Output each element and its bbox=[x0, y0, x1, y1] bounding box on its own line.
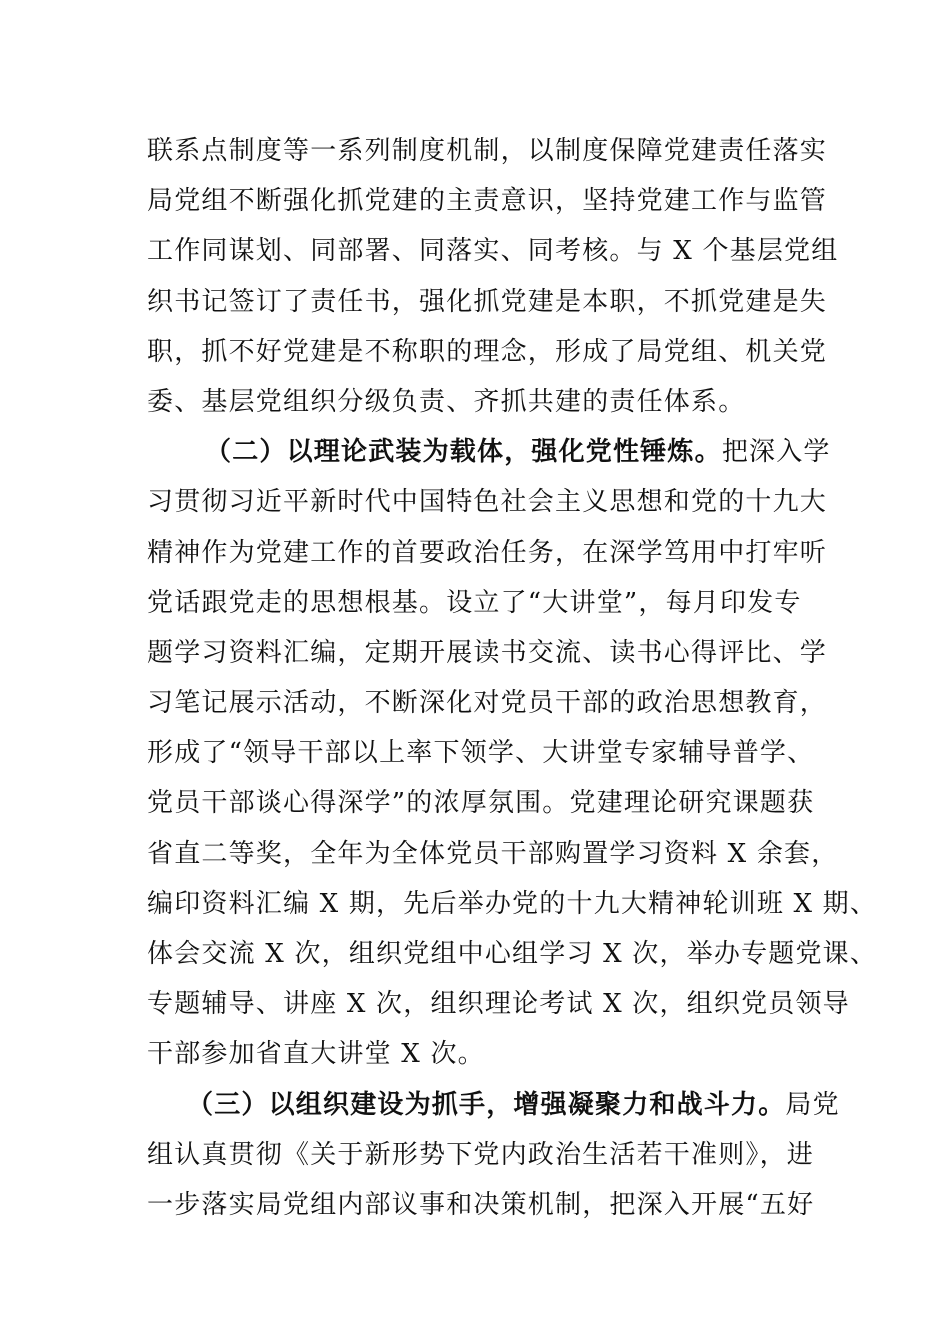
section-3-first-line bbox=[147, 1080, 867, 1130]
section-2-first-line bbox=[147, 427, 867, 477]
paragraph-line: 委、基层党组织分级负责、齐抓共建的责任体系。 bbox=[147, 386, 746, 417]
paragraph-line: 一步落实局党组内部议事和决策机制，把深入开展“五好 bbox=[147, 1189, 815, 1220]
section-3-first-line-text: 局党 bbox=[785, 1089, 840, 1120]
paragraph-line: 党员干部谈心得深学”的浓厚氛围。党建理论研究课题获 bbox=[147, 788, 815, 819]
paragraph-line: 形成了“领导干部以上率下领学、大讲堂专家辅导普学、 bbox=[147, 738, 815, 769]
paragraph-line: 联系点制度等一系列制度机制，以制度保障党建责任落实 bbox=[147, 136, 828, 166]
section-2-heading: （二）以理论武装为载体，强化党性锤炼。 bbox=[205, 437, 722, 468]
paragraph-line: 体会交流 X 次，组织党组中心组学习 X 次，举办专题党课、 bbox=[147, 939, 878, 969]
paragraph-line: 习贯彻习近平新时代中国特色社会主义思想和党的十九大 bbox=[147, 487, 828, 518]
paragraph-line: 编印资料汇编 X 期，先后举办党的十九大精神轮训班 X 期、 bbox=[147, 888, 878, 919]
paragraph-line: 局党组不断强化抓党建的主责意识，坚持党建工作与监管 bbox=[147, 186, 828, 217]
paragraph-line: 省直二等奖，全年为全体党员干部购置学习资料 X 余套， bbox=[147, 838, 839, 869]
paragraph-line: 习笔记展示活动，不断深化对党员干部的政治思想教育， bbox=[147, 688, 828, 719]
paragraph-line: 织书记签订了责任书，强化抓党建是本职，不抓党建是失 bbox=[147, 286, 828, 317]
paragraph-line: 党话跟党走的思想根基。设立了“大讲堂”，每月印发专 bbox=[147, 587, 802, 618]
paragraph-line: 精神作为党建工作的首要政治任务，在深学笃用中打牢听 bbox=[147, 537, 828, 568]
paragraph-line: 专题辅导、讲座 X 次，组织理论考试 X 次，组织党员领导 bbox=[147, 989, 850, 1020]
paragraph-line: 干部参加省直大讲堂 X 次。 bbox=[147, 1039, 485, 1070]
paragraph-line: 题学习资料汇编，定期开展读书交流、读书心得评比、学 bbox=[147, 637, 828, 668]
body-text bbox=[147, 126, 878, 1230]
section-3-heading: （三）以组织建设为抓手，增强凝聚力和战斗力。 bbox=[187, 1089, 786, 1120]
paragraph-line: 工作同谋划、同部署、同落实、同考核。与 X 个基层党组 bbox=[147, 236, 839, 267]
paragraph-line: 职，抓不好党建是不称职的理念，形成了局党组、机关党 bbox=[147, 336, 828, 367]
paragraph-line: 组认真贯彻《关于新形势下党内政治生活若干准则》，进 bbox=[147, 1139, 815, 1170]
section-2-first-line-text: 把深入学 bbox=[721, 437, 831, 468]
